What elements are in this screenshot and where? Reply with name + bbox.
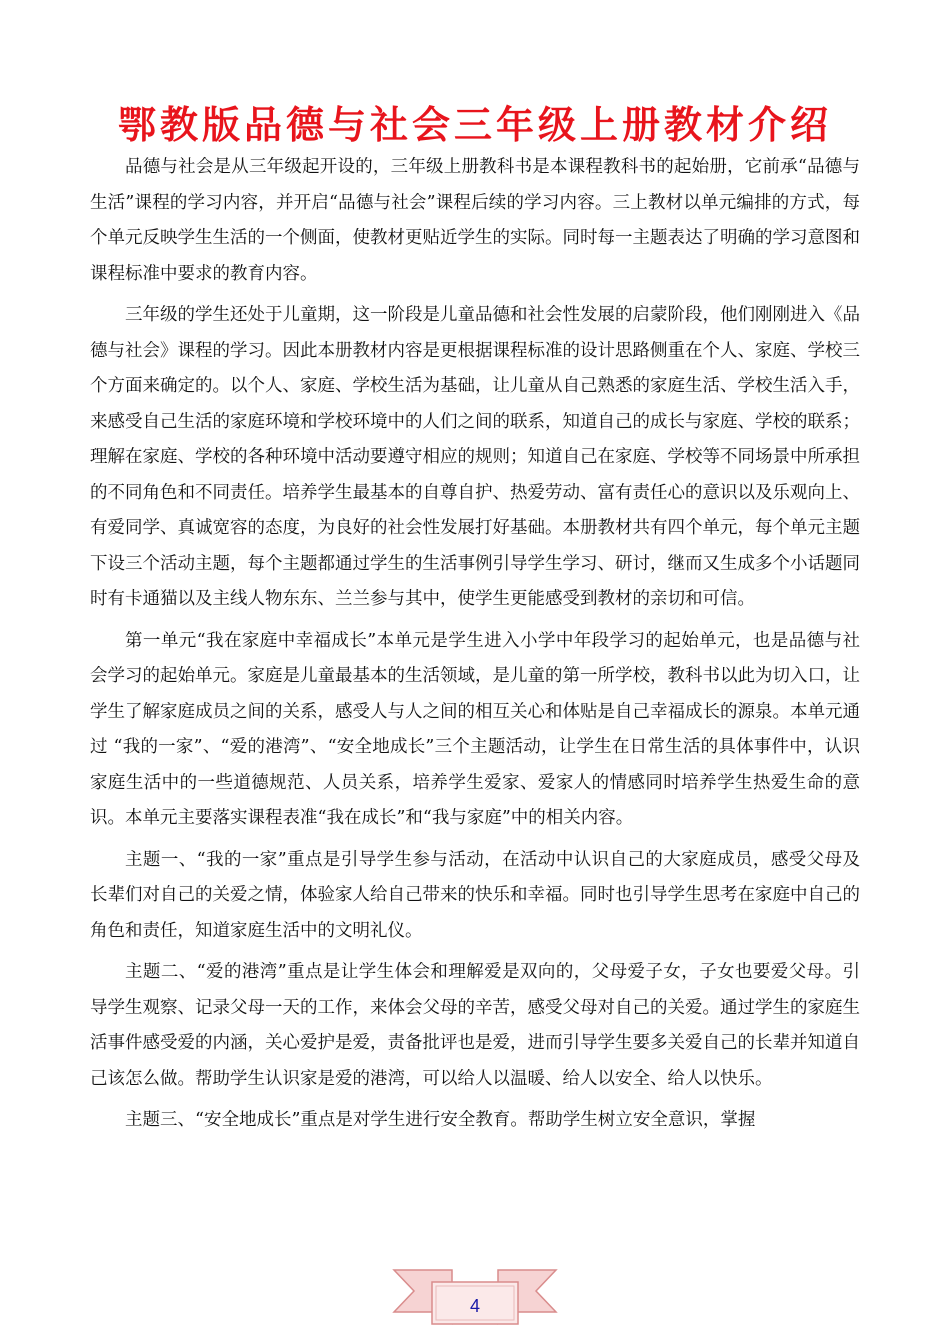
paragraph-student-stage: 三年级的学生还处于儿童期，这一阶段是儿童品德和社会性发展的启蒙阶段，他们刚刚进入《品德与社会》课程的学习。因此本册教材内容是更根据课程标准的设计思路侧重在个人、家庭、学校三个方面来确定的。以个人、家庭、学校生活为基础，让儿童从自己熟悉的家庭生活、学校生活入手，来感受自己生活的家庭环境和学校环境中的人们之间的联系，知道自己的成长与家庭、学校的联系；理解在家庭、学校的各种环境中活动要遵守相应的规则；知道自己在家庭、学校等不同场景中所承担的不同角色和不同责任。培养学生最基本的自尊自护、热爱劳动、富有责任心的意识以及乐观向上、有爱同学、真诚宽容的态度，为良好的社会性发展打好基础。本册教材共有四个单元，每个单元主题下设三个活动主题，每个主题都通过学生的生活事例引导学生学习、研讨，继而又生成多个小话题同时有卡通猫以及主线人物东东、兰兰参与其中，使学生更能感受到教材的亲切和可信。 [90,305,860,609]
page-number-badge [392,1250,558,1340]
paragraph-intro: 品德与社会是从三年级起开设的，三年级上册教科书是本课程教科书的起始册，它前承“品德与生活”课程的学习内容，并开启“品德与社会”课程后续的学习内容。三上教材以单元编排的方式，每个单元反映学生生活的一个侧面，使教材更贴近学生的实际。同时每一主题表达了明确的学习意图和课程标准中要求的教育内容。 [90,157,860,284]
document-body [90,150,860,1145]
paragraph-theme-two: 主题二、“爱的港湾”重点是让学生体会和理解爱是双向的，父母爱子女，子女也要爱父母。引导学生观察、记录父母一天的工作，来体会父母的辛苦，感受父母对自己的关爱。通过学生的家庭生活事件感受爱的内涵，关心爱护是爱，责备批评也是爱，进而引导学生要多关爱自己的长辈并知道自己该怎么做。帮助学生认识家是爱的港湾，可以给人以温暖、给人以安全、给人以快乐。 [90,962,860,1089]
document-title: 鄂教版品德与社会三年级上册教材介绍 [117,103,832,147]
paragraph-theme-one: 主题一、“我的一家”重点是引导学生参与活动，在活动中认识自己的大家庭成员，感受父母及长辈们对自己的关爱之情，体验家人给自己带来的快乐和幸福。同时也引导学生思考在家庭中自己的角色和责任，知道家庭生活中的文明礼仪。 [90,849,860,941]
page-number: 4 [469,1296,480,1316]
paragraph-unit-one: 第一单元“我在家庭中幸福成长”本单元是学生进入小学中年段学习的起始单元，也是品德与社会学习的起始单元。家庭是儿童最基本的生活领域，是儿童的第一所学校，教科书以此为切入口，让学生了解家庭成员之间的关系，感受人与人之间的相互关心和体贴是自己幸福成长的源泉。本单元通过 “我的一家”、“爱的港湾”、“安全地成长”三个主题活动，让学生在日常生活的具体事件中，认识家庭生活中的一些道德规范、人员关系，培养学生爱家、爱家人的情感同时培养学生热爱生命的意识。本单元主要落实课程表准“我在成长”和“我与家庭”中的相关内容。 [90,630,860,828]
paragraph-theme-three: 主题三、“安全地成长”重点是对学生进行安全教育。帮助学生树立安全意识，掌握 [125,1110,756,1130]
